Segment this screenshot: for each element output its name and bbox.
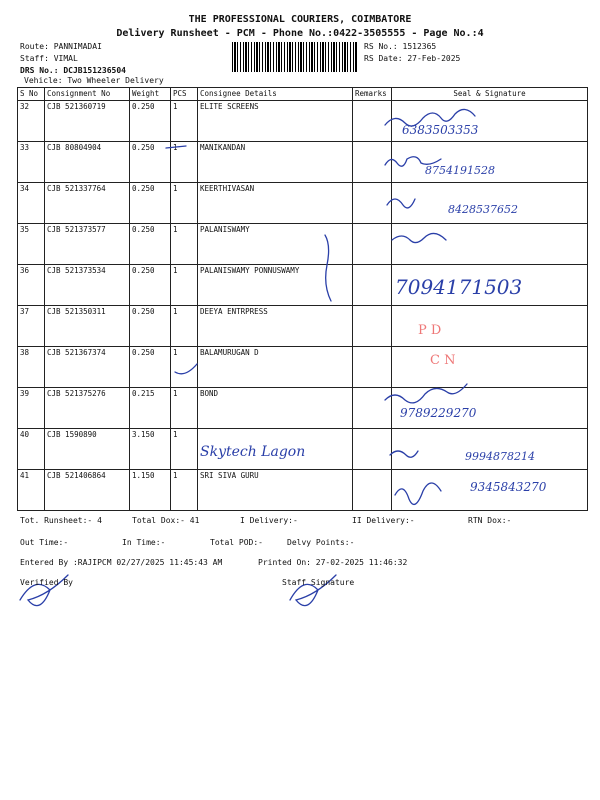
cell-weight: 0.250 xyxy=(130,183,171,224)
cell-consignment: CJB 521367374 xyxy=(45,347,130,388)
cell-consignment: CJB 521406864 xyxy=(45,470,130,511)
cell-weight: 0.250 xyxy=(130,306,171,347)
col-consignment: Consignment No xyxy=(45,88,130,101)
cell-weight: 0.250 xyxy=(130,224,171,265)
staff: Staff: VIMAL xyxy=(20,54,78,63)
staff-signature: Staff Signature xyxy=(282,578,355,587)
col-remarks: Remarks xyxy=(353,88,392,101)
cell-consignment: CJB 521337764 xyxy=(45,183,130,224)
cell-details: PALANISWAMY PONNUSWAMY xyxy=(198,265,353,306)
row36-phone: 7094171503 xyxy=(395,275,523,299)
rs-date: RS Date: 27-Feb-2025 xyxy=(364,54,461,63)
cell-consignment: CJB 521373534 xyxy=(45,265,130,306)
row40-phone: 9994878214 xyxy=(465,450,535,463)
cell-details: ELITE SCREENS xyxy=(198,101,353,142)
col-signature: Seal & Signature xyxy=(392,88,588,101)
cell-consignment: CJB 1590890 xyxy=(45,429,130,470)
cell-pcs: 1 xyxy=(171,142,198,183)
cell-weight: 0.215 xyxy=(130,388,171,429)
cell-pcs: 1 xyxy=(171,306,198,347)
vehicle: Vehicle: Two Wheeler Delivery xyxy=(24,76,164,85)
cell-pcs: 1 xyxy=(171,265,198,306)
cell-pcs: 1 xyxy=(171,224,198,265)
row32-phone: 6383503353 xyxy=(402,123,479,137)
cell-details: SRI SIVA GURU xyxy=(198,470,353,511)
cell-sno: 33 xyxy=(18,142,45,183)
company-title: THE PROFESSIONAL COURIERS, COIMBATORE xyxy=(188,14,412,25)
cell-weight: 0.250 xyxy=(130,101,171,142)
cell-consignment: CJB 521360719 xyxy=(45,101,130,142)
col-pcs: PCS xyxy=(171,88,198,101)
col-details: Consignee Details xyxy=(198,88,353,101)
cell-details: KEERTHIVASAN xyxy=(198,183,353,224)
route: Route: PANNIMADAI xyxy=(20,42,102,51)
drs-number: DRS No.: DCJB151236504 xyxy=(20,66,126,75)
in-time: In Time:- xyxy=(122,538,166,547)
cell-details: BOND xyxy=(198,388,353,429)
cell-pcs: 1 xyxy=(171,347,198,388)
cell-weight: 0.250 xyxy=(130,142,171,183)
cell-sno: 37 xyxy=(18,306,45,347)
row38-stamp: C N xyxy=(430,353,456,368)
cell-sno: 40 xyxy=(18,429,45,470)
cell-sno: 32 xyxy=(18,101,45,142)
tot-runsheet: Tot. Runsheet:- 4 xyxy=(20,516,102,525)
cell-weight: 0.250 xyxy=(130,265,171,306)
row37-stamp: P D xyxy=(418,323,442,338)
row34-phone: 8428537652 xyxy=(448,203,518,216)
cell-pcs: 1 xyxy=(171,470,198,511)
cell-details: MANIKANDAN xyxy=(198,142,353,183)
cell-pcs: 1 xyxy=(171,429,198,470)
out-time: Out Time:- xyxy=(20,538,69,547)
row39-phone: 9789229270 xyxy=(400,406,477,420)
cell-sno: 38 xyxy=(18,347,45,388)
col-weight: Weight xyxy=(130,88,171,101)
cell-sno: 39 xyxy=(18,388,45,429)
col-sno: S No xyxy=(18,88,45,101)
total-dox: Total Dox:- 41 xyxy=(132,516,200,525)
cell-sno: 34 xyxy=(18,183,45,224)
cell-weight: 1.150 xyxy=(130,470,171,511)
cell-weight: 3.150 xyxy=(130,429,171,470)
cell-pcs: 1 xyxy=(171,183,198,224)
runsheet-title: Delivery Runsheet - PCM - Phone No.:0422-3505555 - Page No.:4 xyxy=(116,28,484,39)
cell-details: DEEYA ENTRPRESS xyxy=(198,306,353,347)
i-delivery: I Delivery:- xyxy=(240,516,298,525)
cell-pcs: 1 xyxy=(171,101,198,142)
cell-pcs: 1 xyxy=(171,388,198,429)
printed-on: Printed On: 27-02-2025 11:46:32 xyxy=(258,558,408,567)
row41-phone: 9345843270 xyxy=(470,480,547,494)
cell-consignment: CJB 521350311 xyxy=(45,306,130,347)
cell-weight: 0.250 xyxy=(130,347,171,388)
cell-consignment: CJB 521373577 xyxy=(45,224,130,265)
cell-consignment: CJB 521375276 xyxy=(45,388,130,429)
delvy-points: Delvy Points:- xyxy=(287,538,355,547)
cell-sno: 35 xyxy=(18,224,45,265)
row40-note: Skytech Lagon xyxy=(200,444,306,460)
cell-details: BALAMURUGAN D xyxy=(198,347,353,388)
entered-by: Entered By :RAJIPCM 02/27/2025 11:45:43 AM xyxy=(20,558,223,567)
rtn-dox: RTN Dox:- xyxy=(468,516,512,525)
ii-delivery: II Delivery:- xyxy=(352,516,415,525)
cell-sno: 36 xyxy=(18,265,45,306)
row33-phone: 8754191528 xyxy=(425,164,495,177)
verified-by: Verified By xyxy=(20,578,73,587)
total-pod: Total POD:- xyxy=(210,538,263,547)
cell-consignment: CJB 80804904 xyxy=(45,142,130,183)
cell-details: PALANISWAMY xyxy=(198,224,353,265)
cell-sno: 41 xyxy=(18,470,45,511)
rs-number: RS No.: 1512365 xyxy=(364,42,437,51)
